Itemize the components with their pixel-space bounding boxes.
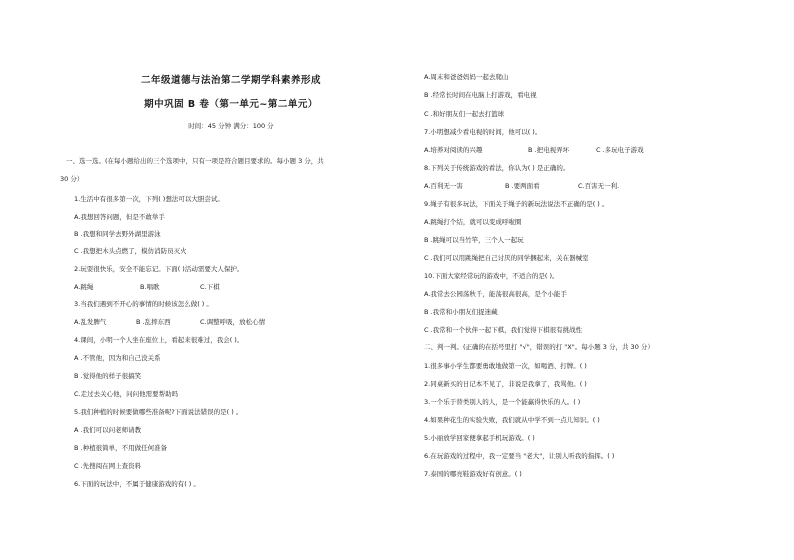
- q1-option-c: C .我想把木头点燃了，模仿消防员灭火: [74, 247, 187, 255]
- q9-option-a: A.跳绳打个结，就可以变成呼啦圈: [424, 218, 522, 226]
- q7-option-b: B .把电视弄坏: [528, 146, 570, 154]
- q8-option-a: A.百利无一害: [424, 182, 463, 190]
- q6-option-a: A.周末和爸爸妈妈一起去爬山: [424, 73, 509, 81]
- q7-option-a: A.培养对阅读的兴趣: [424, 146, 483, 154]
- q4-option-c: C.走过去关心他，问问他需要帮助吗: [74, 390, 179, 398]
- q5-option-b: B .种植很简单，不用做任何准备: [74, 444, 168, 452]
- q4-option-b: B .觉得他的样子很搞笑: [74, 372, 142, 380]
- q8-option-c: C.百害无一利.: [578, 182, 620, 190]
- q9-text: 9.绳子有很多玩法，下面关于绳子的新玩法说法不正确的是( ) 。: [424, 200, 609, 208]
- q4-option-a: A .不管他，因为和自己没关系: [74, 354, 161, 362]
- q1-option-a: A.我想回答问题，但是不敢举手: [74, 213, 165, 221]
- q3-option-b: B .乱摔东西: [136, 318, 171, 326]
- judge-item-1: 1.很多事小学生都要勇敢地做第一次，如喝酒、打牌。( ): [424, 362, 587, 370]
- q5-option-c: C .先搜阅在网上查资料: [74, 462, 142, 470]
- q6-option-c: C .和好朋友们一起去打篮球: [424, 110, 505, 118]
- section2-heading: 二、判一判。(正确的在括号里打 "√"，错误的打 "X"。每小题 3 分，共 30 分）: [424, 343, 654, 351]
- judge-item-6: 6.在玩游戏的过程中，我一定要当 "老大"，让别人听我的指挥。( ): [424, 452, 615, 460]
- q1-option-b: B .我想和同学去野外湖里游泳: [74, 230, 161, 238]
- q3-option-a: A.乱发脾气: [74, 318, 107, 326]
- q9-option-c: C .我们可以用跳绳把自己讨厌的同学捆起来，关在器械室: [424, 254, 589, 262]
- section1-heading: 一、选一选。(在每小题给出的三个选项中，只有一项是符合题目要求的。每小题 3 分，共: [66, 157, 324, 165]
- q6-text: 6.下面的玩法中，不属于健康游戏的有( ) 。: [74, 480, 200, 488]
- q1-text: 1.生活中有很多第一次，下列( )想法可以大胆尝试。: [74, 195, 224, 203]
- exam-title-line2: 期中巩固 B 卷（第一单元~第二单元）: [144, 99, 318, 110]
- q2-option-a: A.跳绳: [74, 283, 94, 291]
- judge-item-3: 3.一个乐于替类别人的人，是一个能赢得快乐的人。( ): [424, 398, 581, 406]
- q10-option-c: C .我常和一个伙伴一起下棋，我们觉得下棋很有挑战性: [424, 326, 583, 334]
- q10-text: 10.下面大家经常玩的游戏中，不适合的是( )。: [424, 272, 559, 280]
- q2-text: 2.玩耍很快乐，安全不能忘记。下面( )活动需要大人保护。: [74, 265, 244, 273]
- time-score-info: 时间：45 分钟 满分：100 分: [188, 122, 274, 130]
- q2-option-c: C.下棋: [200, 283, 220, 291]
- exam-title-line1: 二年级道德与法治第二学期学科素养形成: [140, 75, 321, 86]
- q10-option-b: B .我常和小朋友们捉迷藏: [424, 308, 498, 316]
- judge-item-7: 7.泰国的哪亮鞋游戏好有创意。( ): [424, 470, 522, 478]
- q3-option-c: C.调整呼吸，放松心情: [200, 318, 266, 326]
- q9-option-b: B .跳绳可以当竹竿，三个人一起玩: [424, 236, 524, 244]
- judge-item-5: 5.小丽放学回家便拿起手机玩游戏。( ): [424, 434, 535, 442]
- q5-option-a: A .我们可以问老师请教: [74, 426, 142, 434]
- q7-text: 7.小明想减少看电视的时间，他可以( )。: [424, 128, 542, 136]
- q3-text: 3.当我们遇到不开心的事情的时候该怎么做( ) 。: [74, 300, 213, 308]
- section1-heading-cont: 30 分）: [60, 175, 84, 183]
- judge-item-2: 2.同桌新买的日记本不见了，非说是我拿了，我骂他。( ): [424, 380, 587, 388]
- q2-option-b: B.唱歌: [140, 283, 160, 291]
- q5-text: 5.我们种植的时候要做哪些准备呢?下面说法错误的是( ) 。: [74, 408, 243, 416]
- q8-option-b: B .要两面看: [505, 182, 540, 190]
- q4-text: 4.课间，小明一个人坐在座位上，看起来很难过，我会( )。: [74, 336, 244, 344]
- q6-option-b: B .经常长时间在电脑上打游戏，看电视: [424, 91, 537, 99]
- q7-option-c: C .多玩电子游戏: [596, 146, 644, 154]
- judge-item-4: 4.如果种花生的实验失败，我们就从中学不到一点儿知识。( ): [424, 416, 600, 424]
- q8-text: 8.下列关于传统游戏的看法，你认为( ) 是正确的。: [424, 164, 570, 172]
- q10-option-a: A.我常去公园荡秋千，能荡很高很高，是个小能手: [424, 290, 567, 298]
